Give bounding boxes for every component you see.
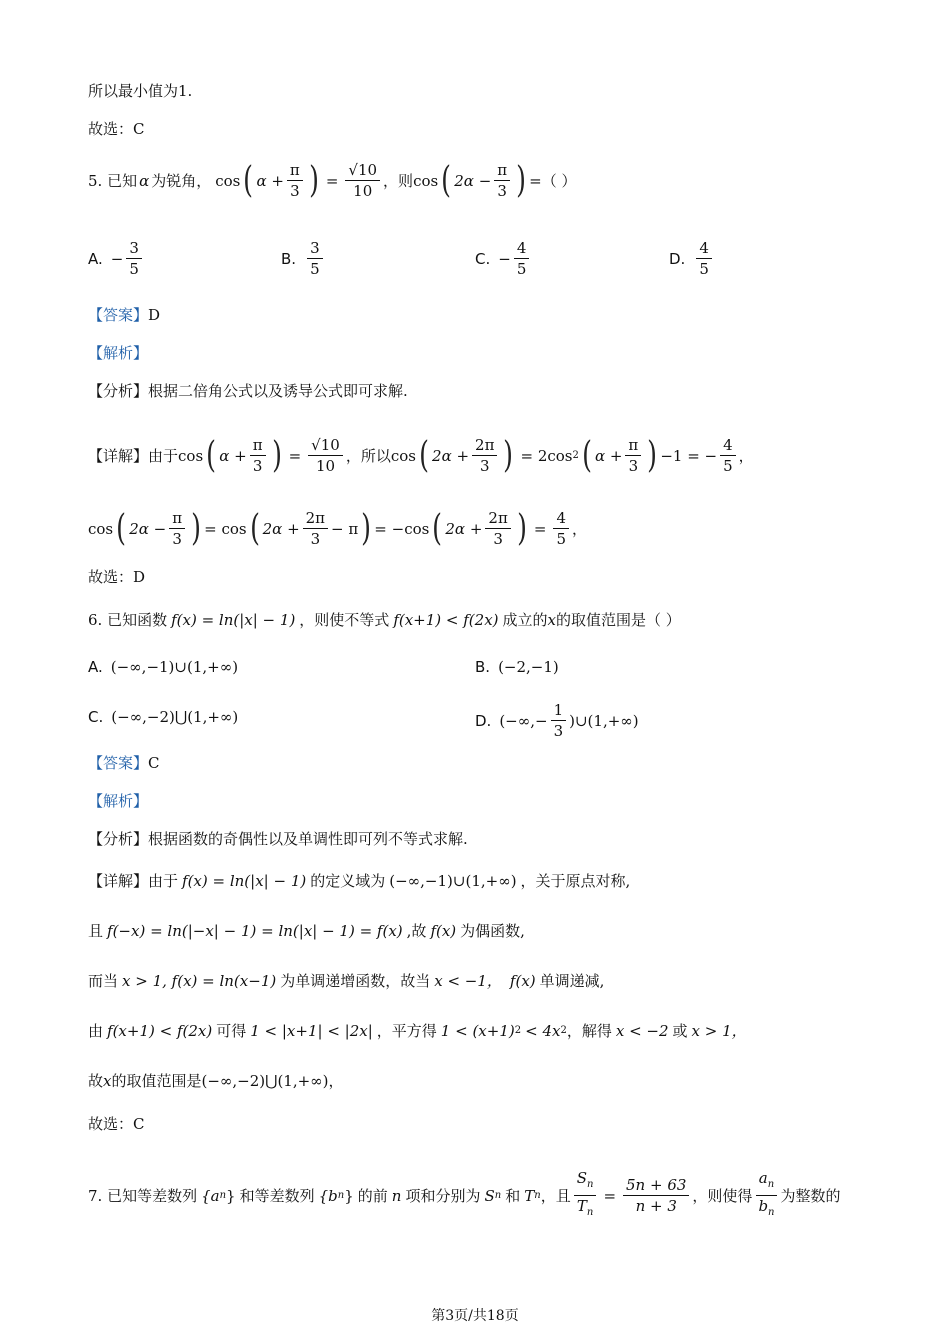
cos-fn: cos [390,446,416,465]
frac-den: 3 [497,182,507,200]
subscript-n: n [494,1189,502,1201]
option-5-c [475,238,532,279]
option-label: D. [669,249,686,268]
q6-prefix: 6. 已知函数 [88,611,168,629]
domain-expr: (−∞,−1)∪(1,+∞) [389,872,517,890]
xj-text: 单调递减, [539,972,605,990]
condition: x > 1, f(x) = ln(x−1) [122,972,277,990]
equals: = [603,1186,617,1205]
xj-text: 的定义域为 [310,872,386,890]
condition: x < −1， [434,972,502,990]
minus-pi: − π [331,519,359,538]
two-alpha-plus: 2α + [262,519,300,538]
answer-tag: 【答案】 [88,306,149,324]
subscript-n: n [586,1179,594,1190]
frac-num: 2π [472,435,497,456]
frac-num: 2π [485,508,510,529]
frac-den: 5 [516,260,527,278]
frac-num [756,1168,777,1196]
xiangjie-6-line-2 [88,920,525,942]
option-6-d [475,700,639,741]
frac-num: 4 [720,435,736,456]
equals: = [288,446,302,465]
xj-text: ，平方得 [376,1022,437,1040]
square: 2 [572,449,579,461]
brace: } [226,1186,236,1205]
S-var: S [576,1169,587,1187]
analysis-tag: 【解析】 [88,792,149,810]
seq-b: {b [318,1186,338,1205]
frac-num: π [287,160,303,181]
frac-num: 4 [514,238,530,259]
frac-den: 5 [556,530,566,548]
choose-6 [88,1113,144,1135]
brace: } [344,1186,354,1205]
q7-text: 和等差数列 [239,1186,315,1205]
right-paren: ) [308,159,319,201]
a-over-b [755,1168,777,1223]
range-expr: (−∞,−2)⋃(1,+∞)， [201,1072,344,1090]
sqrt10-over-10 [308,435,343,476]
frac-den: 3 [290,182,300,200]
frac-den: 5 [699,260,709,278]
inequality: 1 < |x+1| < |2x| [250,1022,373,1040]
pi-over-3 [625,435,641,476]
xiangjie-5-line-2 [88,508,587,549]
option-5-a [88,238,145,279]
frac-den: 3 [493,530,503,548]
xj-text: 且 [88,922,104,940]
q7-text: 和 [505,1186,521,1205]
n-var: n [391,1186,402,1205]
q7-text: 7. 已知等差数列 [88,1186,198,1205]
left-paren: ( [206,434,217,476]
option-label: A. [88,658,103,676]
xj-text: 或 [672,1022,688,1040]
subscript-n: n [534,1189,541,1201]
xj-text: 故 [88,1072,104,1090]
xj-text: 为单调递增函数，故当 [280,972,431,990]
one-third [551,700,567,741]
cos-fn: cos [178,446,204,465]
subscript-n: n [586,1207,594,1218]
right-paren: ) [361,507,372,549]
pi-over-3 [169,508,185,549]
two-alpha-plus: 2α + [432,446,470,465]
q6-inequality: f(x+1) < f(2x) [393,611,499,629]
option-label: C. [88,708,104,726]
min-value-text: 所以最小值为1. [88,82,193,100]
sqrt10-over-10 [345,160,380,201]
xj-text: 由于 [148,446,179,465]
analysis-6 [88,790,148,812]
xj-text: 由 [88,1022,104,1040]
square-ineq: < 4x [525,1022,561,1040]
frac-num: √10 [308,435,343,456]
right-paren: ) [516,159,527,201]
q5-prefix: 5. 已知 [88,171,138,190]
cos-fn: cos [88,519,114,538]
frac-den [574,1196,596,1223]
left-paren: ( [441,159,452,201]
xj-text: ,故 [406,922,427,940]
fenxi-text: 根据二倍角公式以及诱导公式即可求解. [148,382,408,400]
option-label: D. [475,711,492,730]
choose-c-text: 故选：C [88,120,145,138]
fenxi-6 [88,828,468,850]
frac-num: 4 [553,508,569,529]
option-fraction [126,238,142,279]
q6-tail: 的取值范围是（ ） [556,611,681,629]
option-expr: (−∞,−1)∪(1,+∞) [110,658,239,676]
right-paren: ) [271,434,282,476]
frac-den: 3 [479,457,490,475]
fx: f(x) [430,922,457,940]
function-expr: f(x) = ln(|x| − 1) [182,872,307,890]
frac-den: 3 [310,530,321,548]
eq-cos: = cos [204,519,247,538]
answer-tag: 【答案】 [88,754,149,772]
left-paren: ( [243,159,254,201]
option-sign: − [498,249,511,268]
option-sign: − [110,249,124,268]
xj-text: ，关于原点对称, [520,872,631,890]
option-expr: (−∞,−2)⋃(1,+∞) [111,708,239,726]
xiangjie-6-line-5 [88,1070,344,1092]
option-fraction [307,238,323,279]
comma: ， [571,519,587,538]
pi-over-3 [287,160,303,201]
eq-minus-cos: = −cos [374,519,430,538]
square: 2 [514,1025,522,1036]
fenxi-5 [88,380,408,402]
answer-value: C [148,754,160,772]
two-cos: = 2cos [520,446,573,465]
subscript-n: n [219,1189,227,1201]
frac-den: 3 [553,722,564,740]
xj-text: 的取值范围是 [111,1072,202,1090]
text-line-choose-c [88,118,144,140]
option-label: C. [475,249,491,268]
fenxi-tag: 【分析】 [88,830,149,848]
s-over-t [574,1168,597,1223]
q7-text: ，且 [540,1186,571,1205]
frac-den: 3 [628,457,639,475]
left-paren: ( [419,434,429,476]
xiangjie-6-line-4 [88,1020,751,1042]
answer-6 [88,752,160,774]
answer-value: D [148,306,161,324]
two-alpha-plus: 2α + [445,519,483,538]
S-var: S [484,1186,495,1205]
x-var: x [547,611,556,629]
option-label: A. [88,249,103,268]
frac-den: 5 [723,457,733,475]
xiangjie-5-line-1 [88,435,754,476]
four-fifths [553,508,569,549]
frac-den: 5 [129,260,139,278]
q5-blank: =（ ） [529,171,577,190]
alpha-plus: α + [219,446,247,465]
two-pi-over-3 [303,508,328,549]
frac-den: 10 [315,457,336,475]
page-footer: 第3页/共18页 [431,1308,519,1324]
frac-num: 3 [126,238,142,259]
option-expr: (−∞,− [499,711,548,730]
alpha-plus: α + [594,446,623,465]
choose-text: 故选：C [88,1115,145,1133]
subscript-n: n [768,1207,775,1218]
x-var: x [103,1072,112,1090]
xj-text: 而当 [88,972,119,990]
frac-num: π [250,435,266,456]
frac-den: 10 [353,182,373,200]
right-paren: ) [191,507,202,549]
xj-text: ，解得 [566,1022,612,1040]
left-paren: ( [432,507,443,549]
xj-text: 可得 [216,1022,247,1040]
frac-den: 5 [310,260,320,278]
xiangjie-tag: 【详解】 [88,446,149,465]
T-var: T [576,1197,587,1215]
analysis-5 [88,342,148,364]
question-6 [88,609,681,631]
frac-num: π [169,508,185,529]
option-6-c [88,708,238,726]
analysis-tag: 【解析】 [88,344,149,362]
left-paren: ( [581,434,592,476]
two-alpha-minus: 2α − [129,519,167,538]
text-line-min-value [88,80,192,102]
xj-text: 为偶函数, [460,922,525,940]
answer-5 [88,304,160,326]
cos-fn: cos [413,171,439,190]
q5-then: ，则 [383,171,414,190]
right-paren: ) [503,434,514,476]
frac-den: n + 3 [635,1197,677,1215]
xiangjie-6-line-1 [88,870,630,892]
option-5-d [669,238,715,279]
q6-end: 成立的 [502,611,548,629]
four-fifths [720,435,736,476]
q7-text: 为整数的 [780,1186,841,1205]
square: 2 [560,1025,567,1036]
question-5 [88,160,577,201]
frac-den: 3 [172,530,182,548]
right-paren: ) [647,434,658,476]
frac-num: 1 [551,700,567,721]
choose-text: 故选：D [88,568,146,586]
xj-text: 由于 [148,872,179,890]
option-fraction [696,238,712,279]
subscript-n: n [767,1179,775,1190]
question-7 [88,1168,841,1223]
option-expr: )∪(1,+∞) [569,711,639,730]
q5-mid: 为锐角， [151,171,212,190]
q7-text: ，则使得 [692,1186,753,1205]
frac-num: √10 [345,160,380,181]
choose-5 [88,566,145,588]
frac-num: 2π [303,508,328,529]
left-paren: ( [116,507,127,549]
option-6-b [475,658,559,676]
fx: f(x) [509,972,536,990]
frac-num [574,1168,597,1196]
solution: x > 1， [691,1022,747,1040]
two-pi-over-3 [485,508,510,549]
option-label: B. [281,249,297,268]
fenxi-text: 根据函数的奇偶性以及单调性即可列不等式求解. [148,830,468,848]
right-paren: ) [516,507,527,549]
q6-function: f(x) = ln(|x| − 1) [171,611,296,629]
a-var: a [758,1169,768,1187]
equals: = [533,519,547,538]
square-ineq: 1 < (x+1) [440,1022,515,1040]
q7-text: 项和分别为 [405,1186,481,1205]
b-var: b [758,1197,769,1215]
xj-text: ，所以 [345,446,391,465]
frac-den [755,1196,777,1223]
frac-num: 5n + 63 [623,1175,689,1196]
option-6-a [88,658,238,676]
option-fraction [514,238,530,279]
left-paren: ( [249,507,260,549]
q7-text: 的前 [357,1186,388,1205]
xiangjie-6-line-3 [88,970,604,992]
option-5-b [281,238,326,279]
even-chain: f(−x) = ln(|−x| − 1) = ln(|x| − 1) = f(x) [107,922,403,940]
T-var: T [524,1186,535,1205]
alpha-plus: α + [256,171,284,190]
two-alpha-minus: 2α − [454,171,492,190]
pi-over-3 [494,160,510,201]
frac-num: 3 [307,238,323,259]
subscript-n: n [337,1189,345,1201]
two-pi-over-3 [472,435,497,476]
ratio-fraction [623,1175,689,1216]
xiangjie-tag: 【详解】 [88,872,149,890]
fenxi-tag: 【分析】 [88,382,149,400]
pi-over-3 [250,435,266,476]
frac-num: 4 [696,238,712,259]
frac-num: π [494,160,510,181]
option-expr: (−2,−1) [498,658,559,676]
seq-a: {a [201,1186,220,1205]
comma: ， [738,446,754,465]
alpha-symbol: α [139,171,150,190]
solution: x < −2 [615,1022,669,1040]
q6-mid: ，则使不等式 [299,611,390,629]
cos-fn: cos [215,171,241,190]
frac-num: π [625,435,641,456]
option-label: B. [475,658,491,676]
minus-one: −1 = − [660,446,718,465]
inequality: f(x+1) < f(2x) [107,1022,213,1040]
equals: = [325,171,339,190]
frac-den: 3 [252,457,263,475]
